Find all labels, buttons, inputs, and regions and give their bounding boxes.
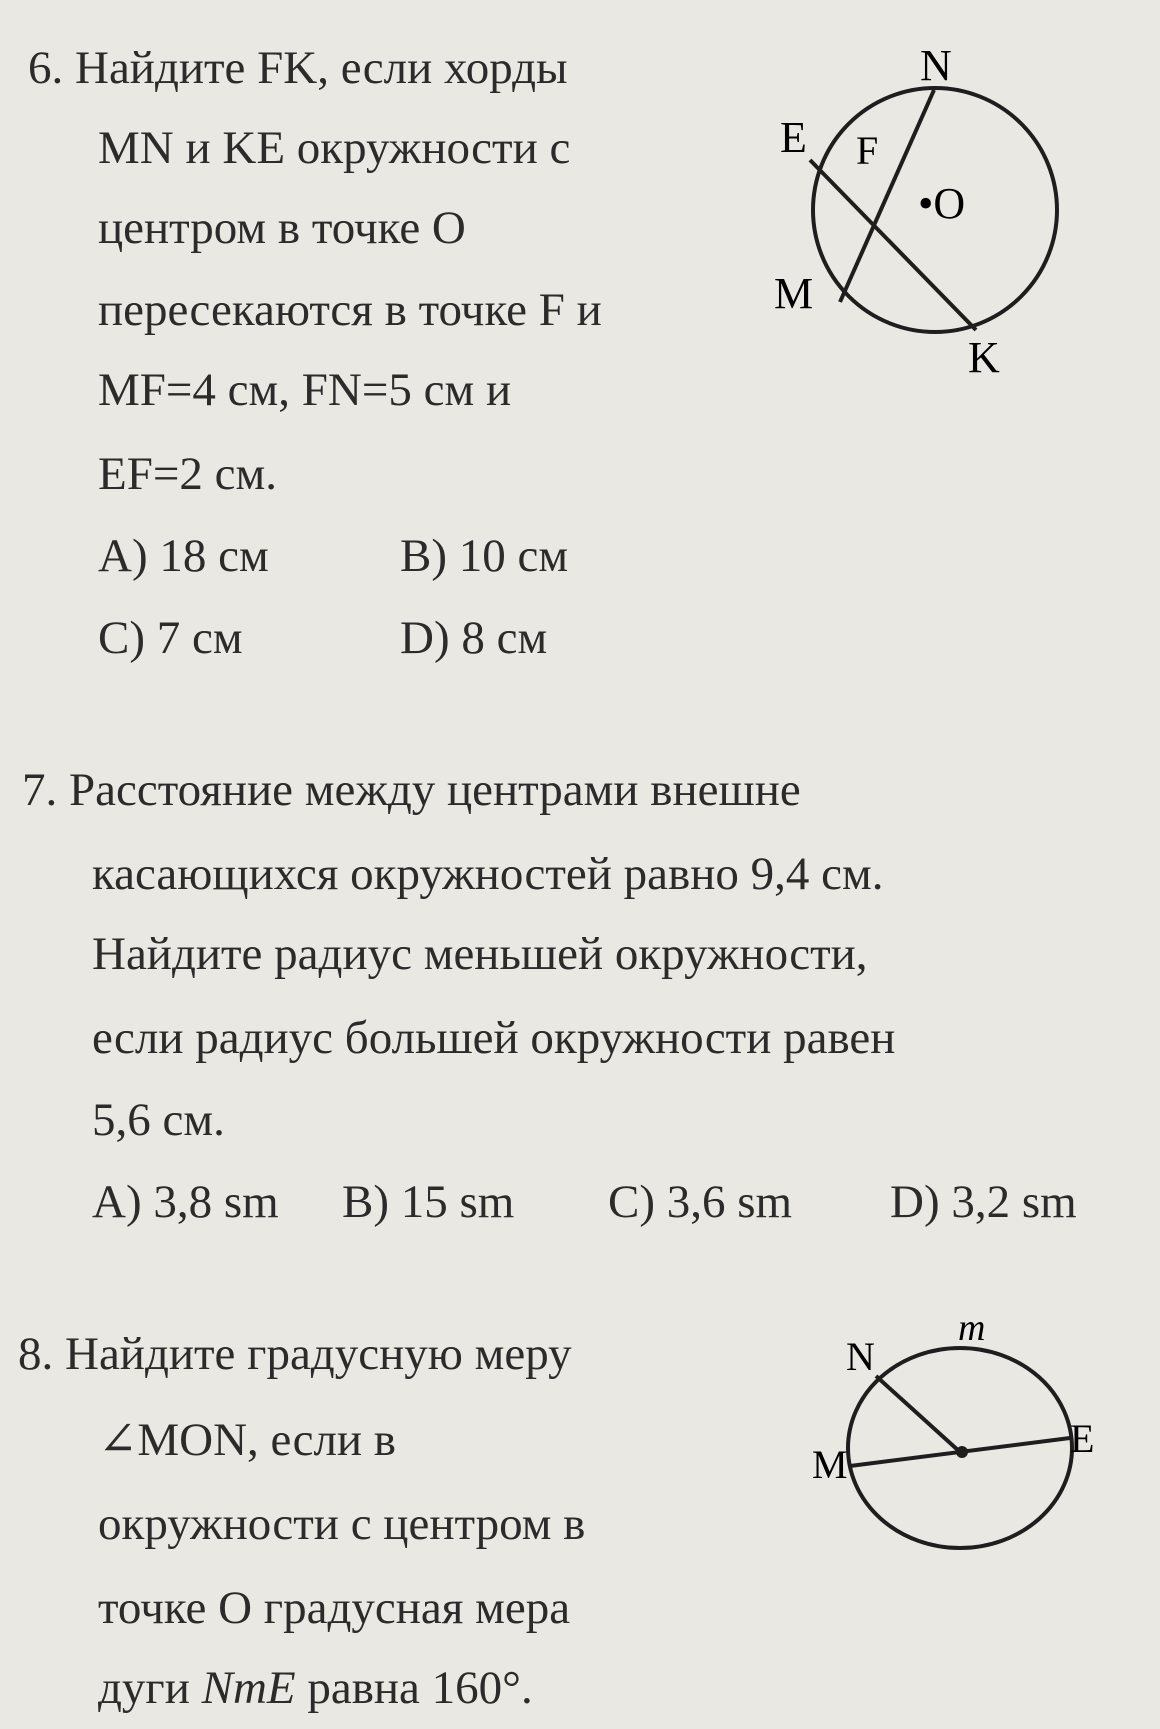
- problem-7-text-1: Расстояние между центрами внешне: [69, 764, 801, 816]
- problem-7-line-2: касающихся окружностей равно 9,4 см.: [92, 848, 884, 900]
- problem-8-text-1: Найдите градусную меру: [65, 1328, 572, 1380]
- radius-on: [876, 1376, 960, 1452]
- problem-6-answer-b: B) 10 см: [400, 530, 569, 582]
- label-m: M: [774, 269, 814, 318]
- label-m-arc: m: [958, 1310, 986, 1349]
- bleed-through-decoration: [720, 60, 742, 152]
- problem-8-line-2: ∠MON, если в: [98, 1414, 396, 1466]
- label-o: •O: [918, 179, 966, 228]
- problem-7-answer-a: A) 3,8 sm: [92, 1176, 279, 1228]
- problem-8-text-prefix: дуги: [98, 1662, 190, 1714]
- label-k: K: [968, 333, 1000, 380]
- problem-6-line-4: пересекаются в точке F и: [98, 284, 602, 336]
- problem-8-line-4: точке O градусная мера: [98, 1582, 571, 1634]
- problem-6-answer-a: A) 18 см: [98, 530, 269, 582]
- problem-6-number: 6.: [28, 42, 64, 94]
- problem-6-line-1: [28, 40, 568, 96]
- problem-6-figure: [760, 40, 1080, 380]
- problem-7-answer-c: C) 3,6 sm: [608, 1176, 793, 1228]
- problem-7-number: 7.: [22, 764, 58, 816]
- problem-7-line-3: Найдите радиус меньшей окружности,: [92, 928, 868, 980]
- problem-8-line-3: окружности с центром в: [98, 1498, 586, 1550]
- label-e8: E: [1070, 1416, 1095, 1461]
- problem-8-line-1: [18, 1326, 572, 1382]
- problem-7-answer-b: B) 15 sm: [342, 1176, 515, 1228]
- problem-6-line-3: центром в точке O: [98, 202, 466, 254]
- problem-7-answer-d: D) 3,2 sm: [890, 1176, 1077, 1228]
- problem-6-line-6: EF=2 см.: [98, 448, 277, 500]
- label-e: E: [780, 113, 807, 162]
- problem-8-text-suffix: равна 160°.: [307, 1662, 533, 1714]
- problem-6-line-5: MF=4 см, FN=5 см и: [98, 364, 512, 416]
- problem-6-answer-c: C) 7 см: [98, 612, 243, 664]
- center-point: [956, 1446, 968, 1458]
- label-f: F: [856, 128, 879, 173]
- problem-8-line-5: [98, 1660, 533, 1716]
- problem-7-line-5: 5,6 см.: [92, 1094, 225, 1146]
- problem-7-line-1: [22, 762, 801, 818]
- problem-6-answer-d: D) 8 см: [400, 612, 548, 664]
- problem-8-figure: [800, 1310, 1120, 1560]
- label-n8: N: [846, 1334, 875, 1379]
- arc-name: NmE: [201, 1662, 296, 1714]
- problem-8-number: 8.: [18, 1328, 54, 1380]
- label-m8: M: [812, 1442, 848, 1487]
- problem-7-line-4: если радиус большей окружности равен: [92, 1012, 896, 1064]
- label-n: N: [920, 41, 952, 90]
- problem-6-text-1: Найдите FK, если хорды: [75, 42, 568, 94]
- problem-6-line-2: MN и KE окружности с: [98, 122, 571, 174]
